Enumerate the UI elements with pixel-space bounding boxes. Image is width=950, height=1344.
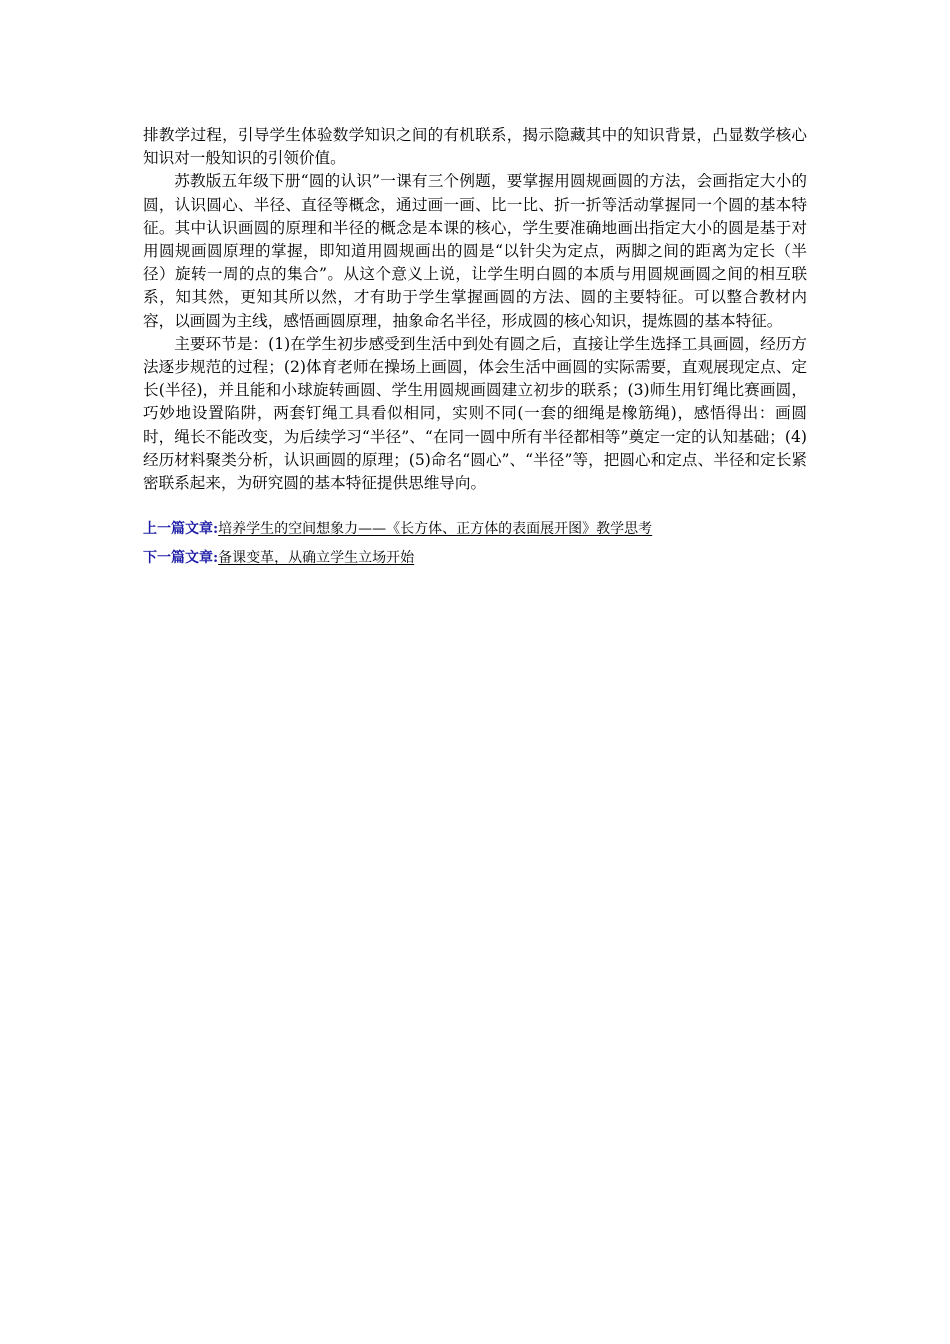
next-article-separator: : bbox=[213, 550, 219, 567]
next-article-link[interactable]: 备课变革，从确立学生立场开始 bbox=[218, 550, 415, 567]
prev-article-row bbox=[143, 519, 807, 539]
article-paragraph-lesson-overview: 苏教版五年级下册“圆的认识”一课有三个例题，要掌握用圆规画圆的方法，会画指定大小的圆，认识圆心、半径、直径等概念，通过画一画、比一比、折一折等活动掌握同一个圆的基本特征。其中认识画圆的原理和半径的概念是本课的核心，学生要准确地画出指定大小的圆是基于对用圆规画圆原理的掌握，即知道用圆规画出的圆是“以针尖为定点，两脚之间的距离为定长（半径）旋转一周的点的集合”。从这个意义上说，让学生明白圆的本质与用圆规画圆之间的相互联系，知其然，更知其所以然，才有助于学生掌握画圆的方法、圆的主要特征。可以整合教材内容，以画圆为主线，感悟画圆原理，抽象命名半径，形成圆的核心知识，提炼圆的基本特征。 bbox=[143, 172, 807, 330]
prev-article-label: 上一篇文章 bbox=[143, 521, 213, 538]
prev-article-link[interactable]: 培养学生的空间想象力——《长方体、正方体的表面展开图》教学思考 bbox=[218, 521, 653, 538]
next-article-row bbox=[143, 548, 807, 568]
article-paragraph-continued: 排教学过程，引导学生体验数学知识之间的有机联系，揭示隐藏其中的知识背景，凸显数学核心知识对一般知识的引领价值。 bbox=[143, 126, 807, 168]
next-article-label: 下一篇文章 bbox=[143, 550, 213, 567]
article-paragraph-main-steps: 主要环节是：(1)在学生初步感受到生活中到处有圆之后，直接让学生选择工具画圆，经历方法逐步规范的过程；(2)体育老师在操场上画圆，体会生活中画圆的实际需要，直观展现定点、定长(半径)，并且能和小球旋转画圆、学生用圆规画圆建立初步的联系；(3)师生用钉绳比赛画圆，巧妙地设置陷阱，两套钉绳工具看似相同，实则不同(一套的细绳是橡筋绳)，感悟得出：画圆时，绳长不能改变，为后续学习“半径”、“在同一圆中所有半径都相等”奠定一定的认知基础；(4)经历材料聚类分析，认识画圆的原理；(5)命名“圆心”、“半径”等，把圆心和定点、半径和定长紧密联系起来，为研究圆的基本特征提供思维导向。 bbox=[143, 334, 807, 493]
article-page bbox=[143, 124, 807, 568]
article-body bbox=[143, 124, 807, 495]
prev-article-separator: : bbox=[213, 521, 219, 538]
